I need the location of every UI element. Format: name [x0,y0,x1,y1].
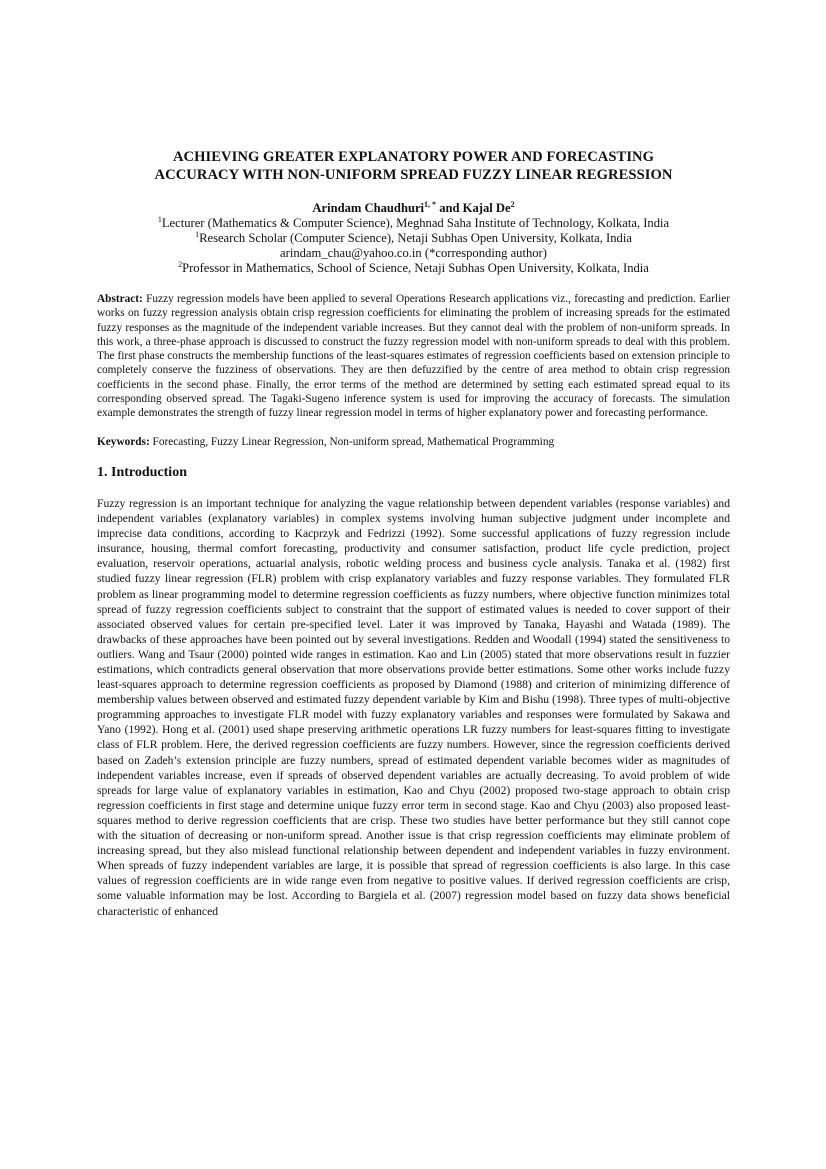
keywords-text: Forecasting, Fuzzy Linear Regression, Non-uniform spread, Mathematical Programming [152,435,555,448]
author-block [97,201,730,276]
affiliation-1-superscript: 1 [157,214,162,224]
paper-title-line-2: ACCURACY WITH NON-UNIFORM SPREAD FUZZY LINEAR REGRESSION [154,167,673,183]
keywords [97,435,730,449]
corresponding-email [97,246,730,261]
author-2-name: Kajal De [462,201,511,215]
abstract-label: Abstract: [97,293,143,305]
affiliation-3-superscript: 2 [178,259,183,269]
affiliation-1-text: Lecturer (Mathematics & Computer Science), Meghnad Saha Institute of Technology, Kolkata, India [161,216,670,230]
section-heading-introduction: 1. Introduction [97,464,187,480]
affiliation-2 [97,231,730,246]
affiliation-2-text: Research Scholar (Computer Science), Netaji Subhas Open University, Kolkata, India [199,231,632,245]
introduction-body: Fuzzy regression is an important technique for analyzing the vague relationship between dependent variables (response variables) and independent variables (explanatory variables) in complex systems involving human subjective judgment under incomplete and imprecise data conditions, according to Kacprzyk and Fedrizzi (1992). Some successful applications of fuzzy regression include insurance, housing, thermal comfort forecasting, productivity and consumer satisfaction, product life cycle prediction, project evaluation, reservoir operations, actuarial analysis, robotic welding process and business cycle analysis. Tanaka et al. (1982) first studied fuzzy linear regression (FLR) problem with crisp explanatory variables and fuzzy response variables. They formulated FLR problem as linear programming model to determine regression coefficients as fuzzy numbers, where objective function minimizes total spread of fuzzy regression coefficients subject to constraint that the support of estimated values is needed to cover support of their associated observed values for certain pre-specified level. Later it was improved by Tanaka, Hayashi and Watada (1989). The drawbacks of these approaches have been pointed out by several investigations. Redden and Woodall (1994) stated the sensitiveness to outliers. Wang and Tsaur (2000) pointed wide ranges in estimation. Kao and Lin (2005) stated that more observations result in fuzzier estimations, which contradicts general observation that more observations provide better estimations. Some other works include fuzzy least-squares approach to determine regression coefficients as proposed by Diamond (1988) and criterion of minimizing difference of membership values between observed and estimated fuzzy dependent variable by Kim and Bishu (1998). Three types of multi-objective programming approaches to investigate FLR model with fuzzy explanatory variables and responses were formulated by Sakawa and Yano (1992). Hong et al. (2001) used shape preserving arithmetic operations LR fuzzy numbers for least-squares fitting to investigate class of FLR problem. Here, the derived regression coefficients are fuzzy numbers. However, since the regression coefficients derived based on Zadeh’s extension principle are fuzzy numbers, spread of estimated dependent variable becomes wider as magnitudes of independent variables increase, even if spreads of observed dependent variables are actually decreasing. To avoid problem of wide spreads for large value of explanatory variables in estimation, Kao and Chyu (2002) proposed two-stage approach to obtain crisp regression coefficients in first stage and determine unique fuzzy error term in second stage. Kao and Chyu (2003) also proposed least-squares method to derive regression coefficients that are crisp. These two studies have better performance but they still cannot cope with the situation of decreasing or non-uniform spread. Another issue is that crisp regression coefficients may eliminate problem of increasing spread, but they also mislead functional relationship between dependent and independent variables in fuzzy environment. When spreads of fuzzy independent variables are large, it is possible that spread of regression coefficients is also large. In this case values of regression coefficients are in wide range even from negative to positive values. If derived regression coefficients are crisp, some valuable information may be lost. According to Bargiela et al. (2007) regression model based on fuzzy data shows beneficial characteristic of enhanced [97,496,730,918]
corresponding-email-text: arindam_chau@yahoo.co.in (*corresponding author) [280,246,547,260]
keywords-label: Keywords: [97,435,150,448]
affiliation-3-text: Professor in Mathematics, School of Science, Netaji Subhas Open University, Kolkata, India [182,261,649,275]
author-1-name: Arindam Chaudhuri [312,201,425,215]
abstract [97,292,730,421]
affiliation-1 [97,216,730,231]
paper-title [97,148,730,184]
paper-title-line-1: ACHIEVING GREATER EXPLANATORY POWER AND FORECASTING [172,149,655,165]
author-2-superscript: 2 [510,199,515,209]
author-1-superscript: 1, * [424,199,437,209]
affiliation-3 [97,261,730,276]
affiliation-2-superscript: 1 [195,229,200,239]
abstract-text: Fuzzy regression models have been applied to several Operations Research applications viz., forecasting and prediction. Earlier works on fuzzy regression analysis obtain crisp regression coefficients for eliminating the problem of increasing spreads for the estimated fuzzy responses as the magnitude of the independent variable increases. But they cannot deal with the problem of non-uniform spreads. In this work, a three-phase approach is discussed to construct the fuzzy regression model with non-uniform spreads to deal with this problem. The first phase constructs the membership functions of the least-squares estimates of regression coefficients based on extension principle to completely conserve the fuzziness of observations. They are then defuzzified by the centre of area method to obtain crisp regression coefficients in the second phase. Finally, the error terms of the method are determined by setting each estimated spread equal to its corresponding observed spread. The Tagaki-Sugeno inference system is used for improving the accuracy of forecasts. The simulation example demonstrates the strength of fuzzy linear regression model in terms of higher explanatory power and forecasting performance. [97,293,730,420]
author-conjunction: and [436,201,463,215]
author-line [97,201,730,216]
page-content [97,148,730,919]
